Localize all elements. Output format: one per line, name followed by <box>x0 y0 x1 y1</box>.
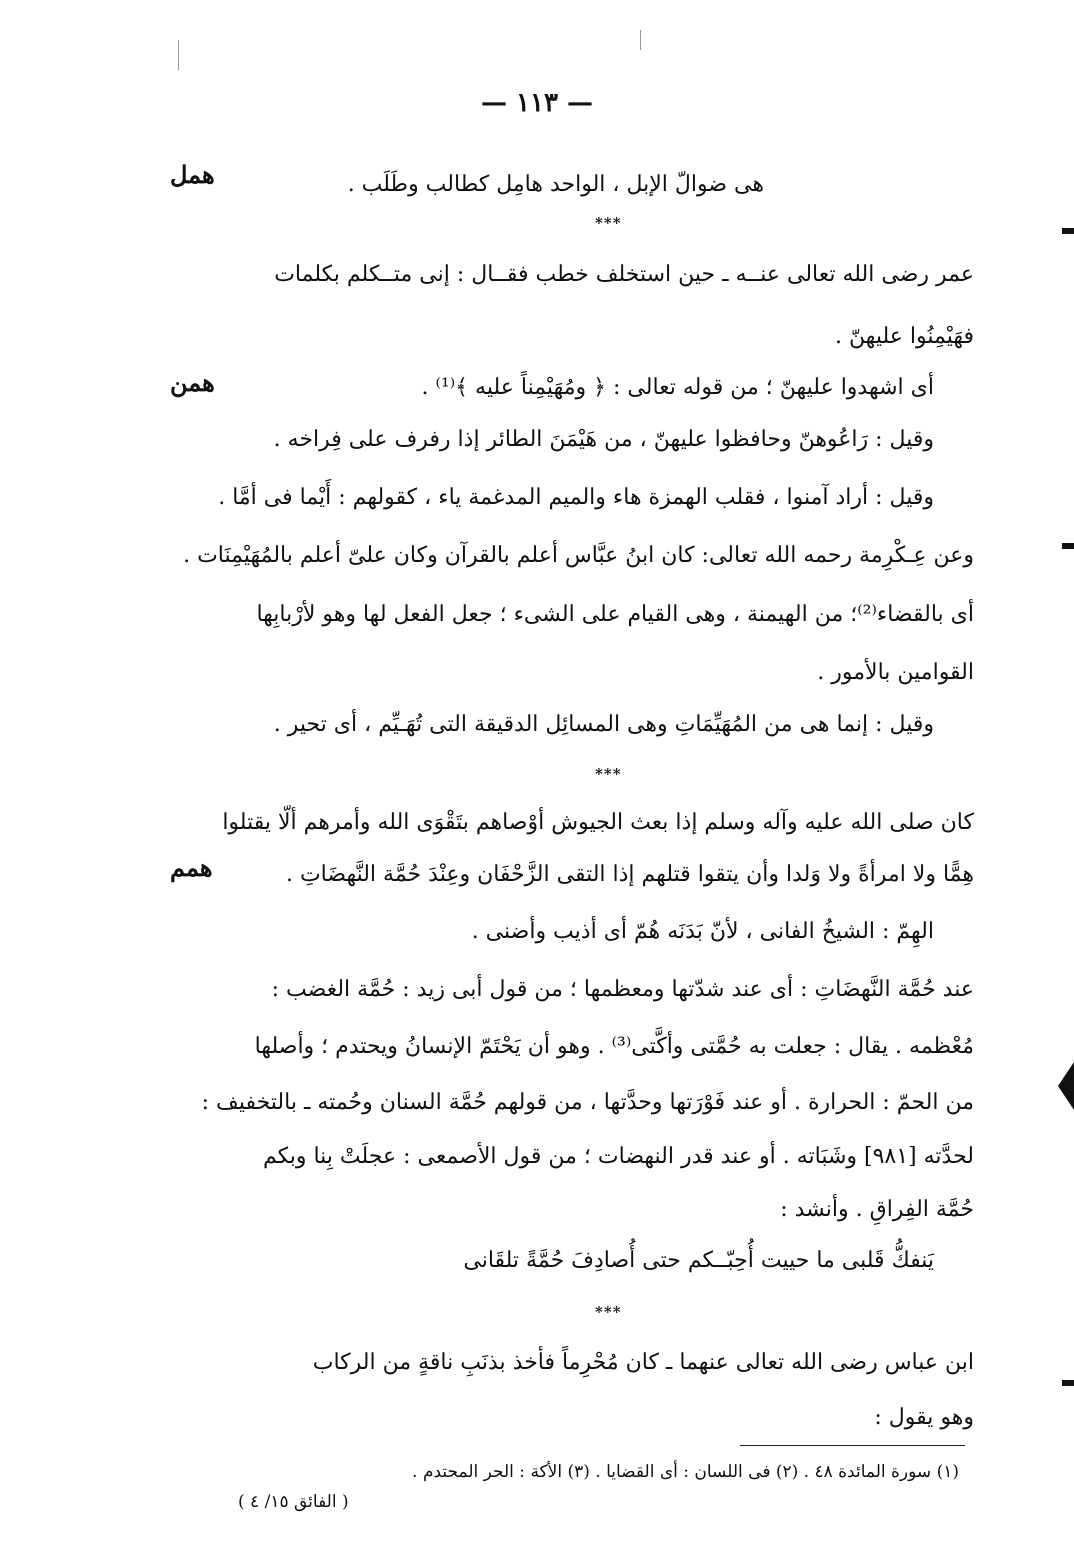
text-line: وقيل : إنما هى من المُهَيِّمَاتِ وهى المسائِل الدقيقة التى تُهَـيِّم ، أى تحير . <box>273 712 934 737</box>
text-line: وقيل : أراد آمنوا ، فقلب الهمزة هاء والميم المدغمة ياء ، كقولهم : أَيْما فى أمَّا . <box>218 485 934 510</box>
page-number: — ١١٣ — <box>480 88 594 118</box>
text-line: من الحمّ : الحرارة . أو عند فَوْرَتها وحدَّتها ، من قولهم حُمَّة السنان وحُمته ـ بالتخفيف : <box>201 1090 974 1115</box>
footnote-rule <box>740 1445 965 1446</box>
separator: *** <box>595 214 622 232</box>
text-line: مُعْظمه . يقال : جعلت به حُمَّتى وأكَّتى⁽³⁾ . وهو أن يَحْتَمّ الإنسانُ ويحتدم ؛ وأصلها <box>254 1034 974 1059</box>
scan-edge-line <box>640 30 641 50</box>
text-line: وقيل : رَاعُوهنّ وحافظوا عليهنّ ، من هَيْمَنَ الطائر إذا رفرف على فِراخه . <box>273 427 934 452</box>
text-line: وعن عِـكْرِمة رحمه الله تعالى: كان ابنُ عبَّاس أعلم بالقرآن وكان علىّ أعلم بالمُهَيْمِنَات . <box>183 543 974 568</box>
text-line: القوامين بالأمور . <box>817 660 974 685</box>
page-edge-mark <box>1062 543 1074 549</box>
separator: *** <box>595 1303 622 1321</box>
text-line: لحدَّته [٩٨١] وشَبَاته . أو عند قدر النهضات ؛ من قول الأصمعى : عجلَتْ بِنا وبكم <box>262 1144 974 1169</box>
separator: *** <box>595 765 622 783</box>
text-line: وهو يقول : <box>874 1405 974 1430</box>
margin-word: همل <box>170 160 215 189</box>
footnotes: (١) سورة المائدة ٤٨ . (٢) فى اللسان : أى القضايا . (٣) الأكة : الحر المحتدم . <box>412 1462 959 1482</box>
verse-line: يَنفكُّ قَلبى ما حييت أُحِبّــكم حتى أُصادِفَ حُمَّةً تلقَانى <box>463 1248 934 1273</box>
text-line: هى ضوالّ الإبل ، الواحد هامِل كطالب وطَلَب . <box>347 172 764 197</box>
text-line: الهِمّ : الشيخُ الفانى ، لأنّ بَدَنَه هُمّ أى أذيب وأضنى . <box>471 919 934 944</box>
text-line: عند حُمَّة النَّهضَاتِ : أى عند شدّتها ومعظمها ؛ من قول أبى زيد : حُمَّة الغضب : <box>271 977 974 1002</box>
page-edge-mark <box>1062 228 1074 234</box>
text-line: كان صلى الله عليه وآله وسلم إذا بعث الجيوش أوْصاهم بتَقْوَى الله وأمرهم ألّا يقتلوا <box>222 810 974 835</box>
text-line: ابن عباس رضى الله تعالى عنهما ـ كان مُحْرِماً فأخذ بذنَبِ ناقةٍ من الركاب <box>312 1350 974 1375</box>
margin-word: همم <box>170 853 213 882</box>
text-line: فهَيْمِنُوا عليهنّ . <box>834 324 974 349</box>
margin-word: همن <box>170 368 215 397</box>
page-edge-mark <box>1058 1062 1074 1110</box>
text-line: حُمَّة الفِراقِ . وأنشد : <box>780 1197 974 1222</box>
text-line: أى اشهدوا عليهنّ ؛ من قوله تعالى : ﴿ ومُهَيْمِناً عليه ﴾⁽¹⁾ . <box>421 375 934 400</box>
scan-edge-line <box>178 40 179 70</box>
page-edge-mark <box>1062 1380 1074 1386</box>
signature: ( الفائق ١٥/ ٤ ) <box>238 1492 349 1512</box>
text-line: هِمًّا ولا امرأةً ولا وَلدا وأن يتقوا قتلهم إذا التقى الزَّحْفَان وعِنْدَ حُمَّة النَّهضَاتِ . <box>285 862 974 887</box>
text-line: أى بالقضاء⁽²⁾؛ من الهيمنة ، وهى القيام على الشىء ؛ جعل الفعل لها وهو لأرْبابِها <box>256 602 974 627</box>
text-line: عمر رضى الله تعالى عنــه ـ حين استخلف خطب فقــال : إنى متــكلم بكلمات <box>274 262 974 287</box>
